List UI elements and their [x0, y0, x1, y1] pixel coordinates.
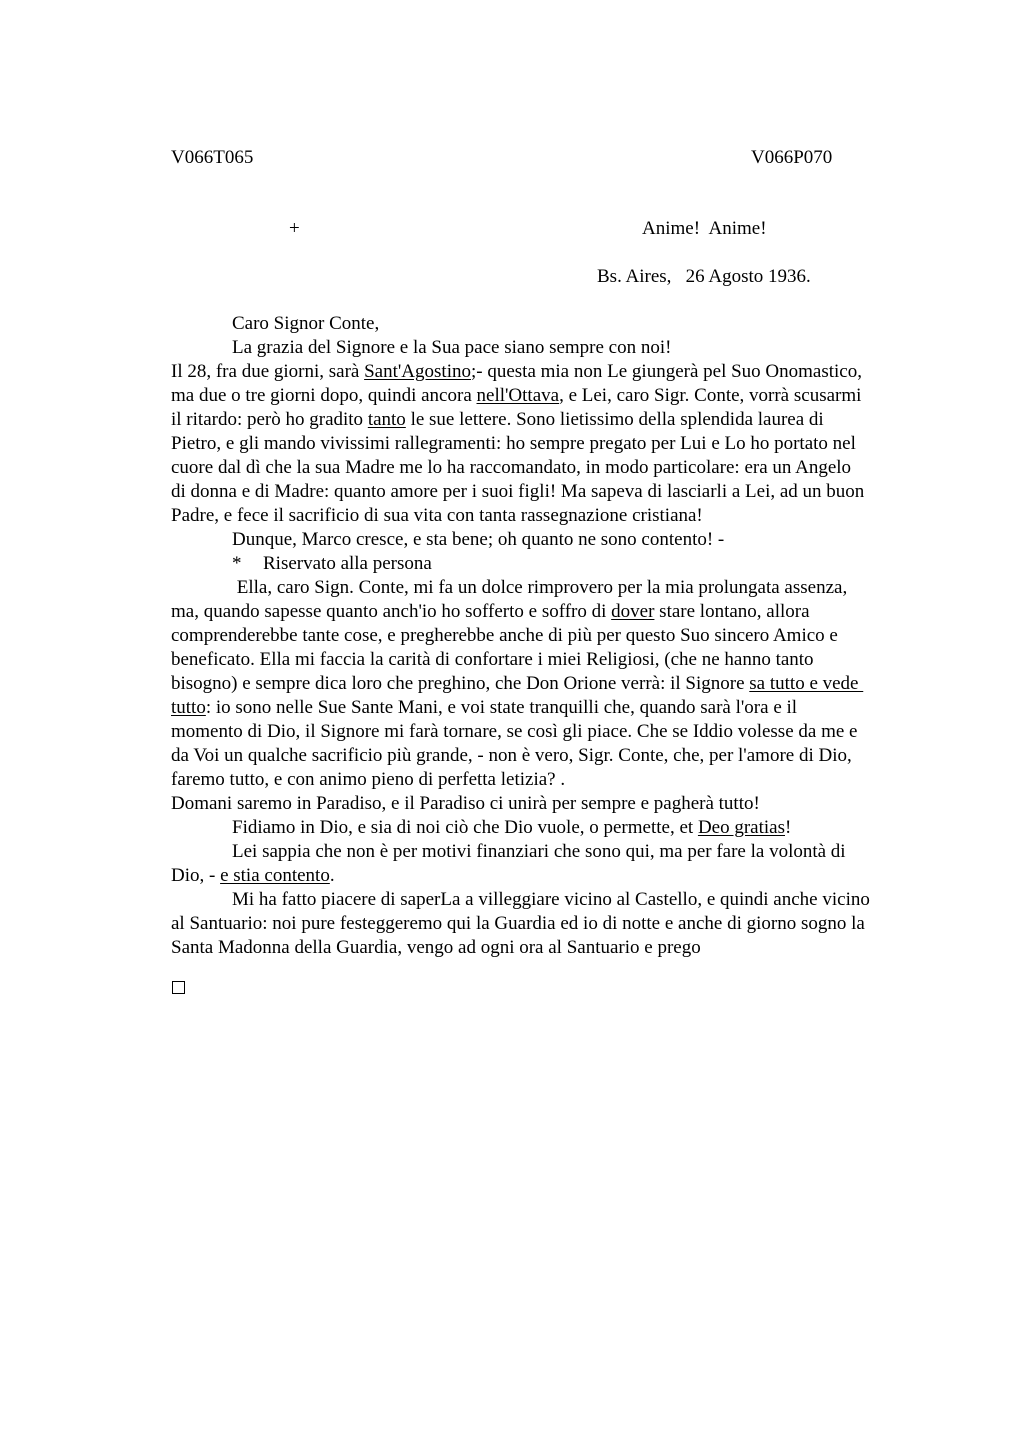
underlined-text: sa tutto e vede: [749, 673, 864, 694]
underlined-text: dover: [611, 601, 655, 622]
letter-line: Lei sappia che non è per motivi finanziari che sono qui, ma per fare la volontà di: [232, 841, 846, 862]
letter-line: da Voi un qualche sacrificio più grande, - non è vero, Sigr. Conte, che, per l'amore di Dio,: [171, 745, 852, 766]
letter-line: Dio, - e stia contento.: [171, 865, 335, 886]
letter-line: il ritardo: però ho gradito tanto le sue lettere. Sono lietissimo della splendida laurea di: [171, 409, 824, 430]
letter-line: Pietro, e gli mando vivissimi rallegramenti: ho sempre pregato per Lui e Lo ho portato nel: [171, 433, 856, 454]
letter-line: Fidiamo in Dio, e sia di noi ciò che Dio vuole, o permette, et Deo gratias!: [232, 817, 792, 838]
motto: Anime! Anime!: [642, 218, 767, 239]
letter-line: cuore dal dì che la sua Madre me lo ha raccomandato, in modo particolare: era un Angelo: [171, 457, 852, 478]
letter-line: tutto: io sono nelle Sue Sante Mani, e voi state tranquilli che, quando sarà l'ora e il: [171, 697, 798, 718]
letter-line: Domani saremo in Paradiso, e il Paradiso ci unirà per sempre e pagherà tutto!: [171, 793, 760, 814]
letter-line: Ella, caro Sign. Conte, mi fa un dolce rimprovero per la mia prolungata assenza,: [232, 577, 848, 598]
left-reference-code: V066T065: [171, 147, 254, 168]
letter-line: Padre, e fece il sacrificio di sua vita con tanta rassegnazione cristiana!: [171, 505, 703, 526]
asterisk: *: [232, 553, 242, 574]
reserved-note: * Riservato alla persona: [232, 553, 432, 574]
letter-line: faremo tutto, e con animo pieno di perfetta letizia? .: [171, 769, 566, 790]
letter-line: Il 28, fra due giorni, sarà Sant'Agostino;- questa mia non Le giungerà pel Suo Onomastico,: [171, 361, 862, 382]
salutation: Caro Signor Conte,: [232, 313, 380, 334]
letter-line: di donna e di Madre: quanto amore per i suoi figli! Ma sapeva di lasciarli a Lei, ad un buon: [171, 481, 865, 502]
underlined-text: e stia contento: [220, 865, 330, 886]
letter-line: bisogno) e sempre dica loro che preghino, che Don Orione verrà: il Signore sa tutto e vede: [171, 673, 864, 694]
letter-line: ma due o tre giorni dopo, quindi ancora nell'Ottava, e Lei, caro Sigr. Conte, vorrà scusarmi: [171, 385, 862, 406]
right-reference-code: V066P070: [751, 147, 833, 168]
letter-line: La grazia del Signore e la Sua pace siano sempre con noi!: [232, 337, 672, 358]
cross-mark: +: [289, 218, 300, 239]
empty-checkbox-icon: [172, 981, 185, 994]
letter-line: Mi ha fatto piacere di saperLa a villeggiare vicino al Castello, e quindi anche vicino: [232, 889, 870, 910]
letter-line: Dunque, Marco cresce, e sta bene; oh quanto ne sono contento! -: [232, 529, 725, 550]
letter-line: ma, quando sapesse quanto anch'io ho sofferto e soffro di dover stare lontano, allora: [171, 601, 810, 622]
letter-line: Santa Madonna della Guardia, vengo ad ogni ora al Santuario e prego: [171, 937, 701, 958]
place-date: Bs. Aires, 26 Agosto 1936.: [597, 266, 811, 287]
underlined-text: tutto: [171, 697, 206, 718]
letter-body: [171, 312, 933, 960]
underlined-text: tanto: [367, 409, 406, 430]
underlined-text: Sant'Agostino: [364, 361, 471, 382]
letter-line: beneficato. Ella mi faccia la carità di confortare i miei Religiosi, (che ne hanno tanto: [171, 649, 814, 670]
letter-line: al Santuario: noi pure festeggeremo qui la Guardia ed io di notte e anche di giorno sogno la: [171, 913, 865, 934]
letter-line: momento di Dio, il Signore mi farà tornare, se così gli piace. Che se Iddio volesse da me e: [171, 721, 858, 742]
letter-line: comprenderebbe tante cose, e pregherebbe anche di più per questo Suo sincero Amico e: [171, 625, 838, 646]
underlined-text: nell'Ottava: [476, 385, 560, 406]
underlined-text: Deo gratias: [697, 817, 785, 838]
